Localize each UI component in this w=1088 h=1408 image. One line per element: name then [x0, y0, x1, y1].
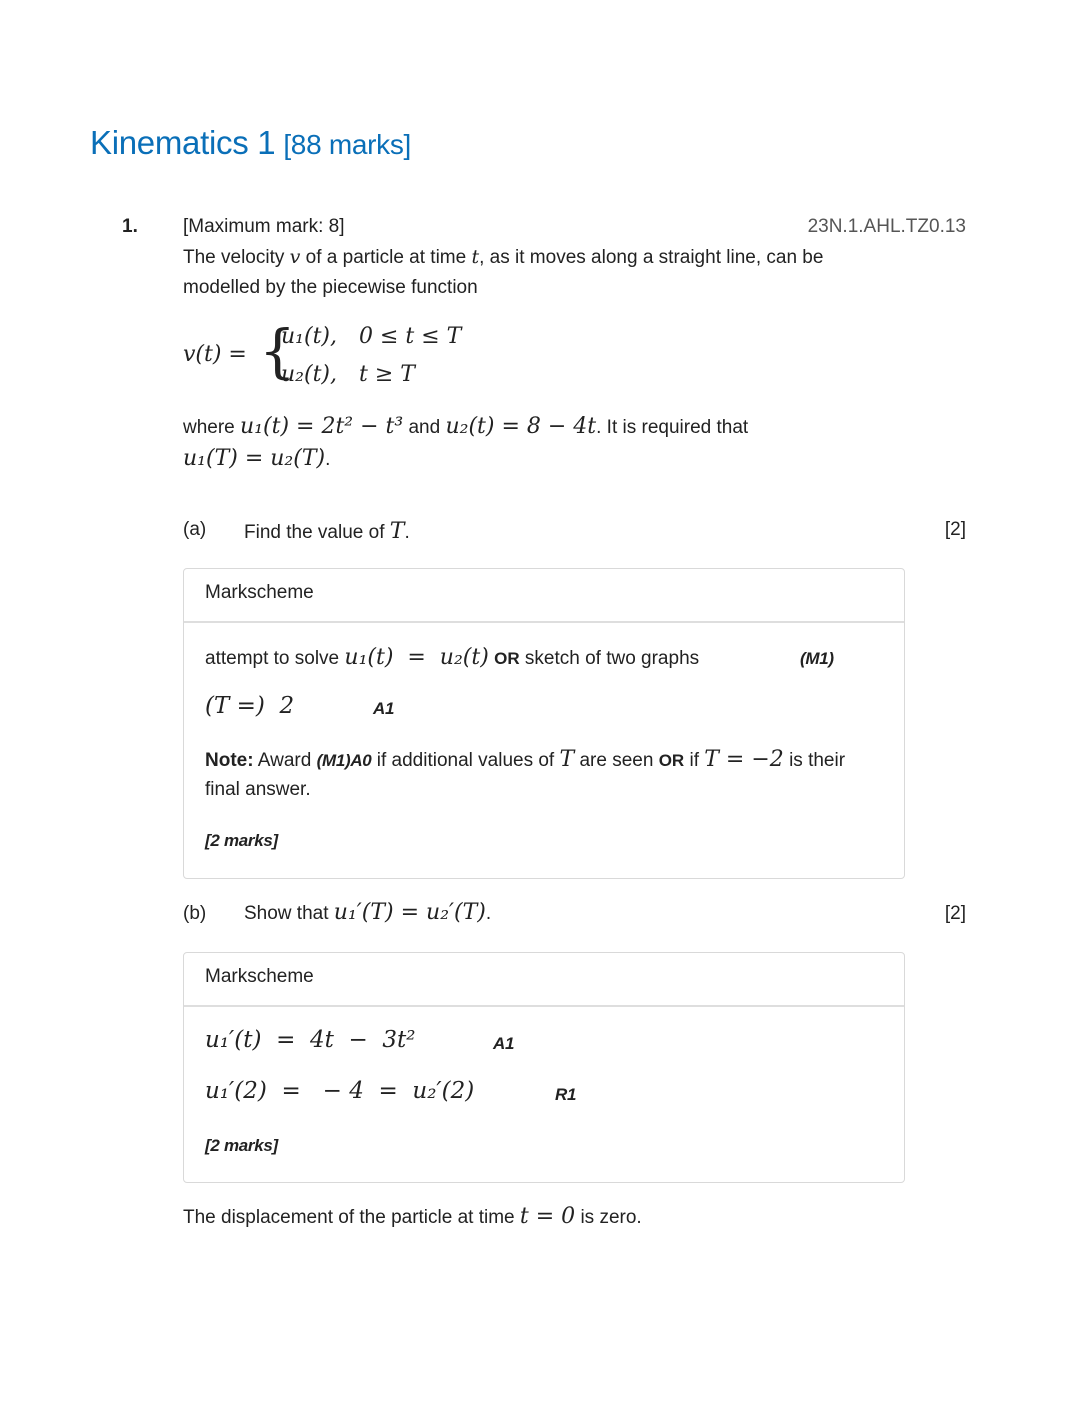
piecewise-function — [183, 317, 503, 396]
left-brace: { — [259, 317, 296, 385]
case1-cond: 0 ≤ t ≤ T — [359, 324, 462, 349]
ms-a-mark2: A1 — [373, 699, 395, 718]
ms-b-line2: u₁′(2) = − 4 = u₂′(2) — [205, 1078, 475, 1104]
part-a-marks: [2] — [944, 519, 966, 540]
part-b-text: Show that u₁′(T) = u₂′(T). — [244, 900, 492, 925]
ms-a-total: [2 marks] — [205, 831, 278, 850]
markscheme-b — [183, 952, 905, 1183]
part-a-label: (a) — [183, 519, 207, 540]
part-b-marks: [2] — [944, 903, 966, 924]
var-t: t — [471, 246, 480, 268]
ms-a-mark1: (M1) — [800, 649, 834, 668]
case2-cond: t ≥ T — [359, 362, 415, 387]
ms-b-mark1: A1 — [493, 1034, 515, 1053]
case1-expr: u₁(t), — [281, 324, 337, 349]
max-mark: [Maximum mark: 8] — [183, 216, 345, 237]
var-v: v — [289, 246, 301, 268]
ms-a-line2: (T =) 2 — [205, 693, 295, 719]
ms-b-total: [2 marks] — [205, 1136, 278, 1155]
part-b-label: (b) — [183, 903, 207, 924]
title-marks: [88 marks] — [283, 129, 412, 160]
case2-expr: u₂(t), — [281, 362, 337, 387]
page-title — [90, 124, 411, 162]
piecewise-lhs: v(t) = — [183, 342, 247, 367]
question-code: 23N.1.AHL.TZ0.13 — [807, 216, 966, 237]
u2-definition: u₂(t) = 8 − 4t — [445, 414, 597, 439]
definitions-line2: u₁(T) = u₂(T). — [183, 446, 331, 471]
title-main: Kinematics 1 — [90, 124, 276, 161]
ms-a-line1: attempt to solve u₁(t) = u₂(t) OR sketch of two graphs — [205, 645, 700, 670]
ms-b-line1: u₁′(t) = 4t − 3t² — [205, 1027, 416, 1053]
question-intro-line1: The velocity v of a particle at time t, as it moves along a straight line, can be — [183, 246, 824, 268]
u1-definition: u₁(t) = 2t² − t³ — [240, 414, 404, 439]
ms-a-note: Note: Award (M1)A0 if additional values of T are seen OR if T = −2 is their — [205, 747, 846, 772]
definitions-line1: where u₁(t) = 2t² − t³ and u₂(t) = 8 − 4t. It is required that — [183, 414, 749, 439]
question-intro-line2: modelled by the piecewise function — [183, 277, 478, 298]
required-equation: u₁(T) = u₂(T) — [183, 446, 326, 471]
displacement-statement: The displacement of the particle at time t = 0 is zero. — [183, 1204, 642, 1229]
question-number: 1. — [122, 216, 138, 237]
ms-a-note-line2: final answer. — [205, 779, 311, 800]
ms-b-mark2: R1 — [555, 1085, 577, 1104]
markscheme-a-header[interactable]: Markscheme — [184, 569, 904, 623]
markscheme-b-header[interactable]: Markscheme — [184, 953, 904, 1007]
part-a-text: Find the value of T. — [244, 519, 410, 544]
markscheme-a — [183, 568, 905, 879]
